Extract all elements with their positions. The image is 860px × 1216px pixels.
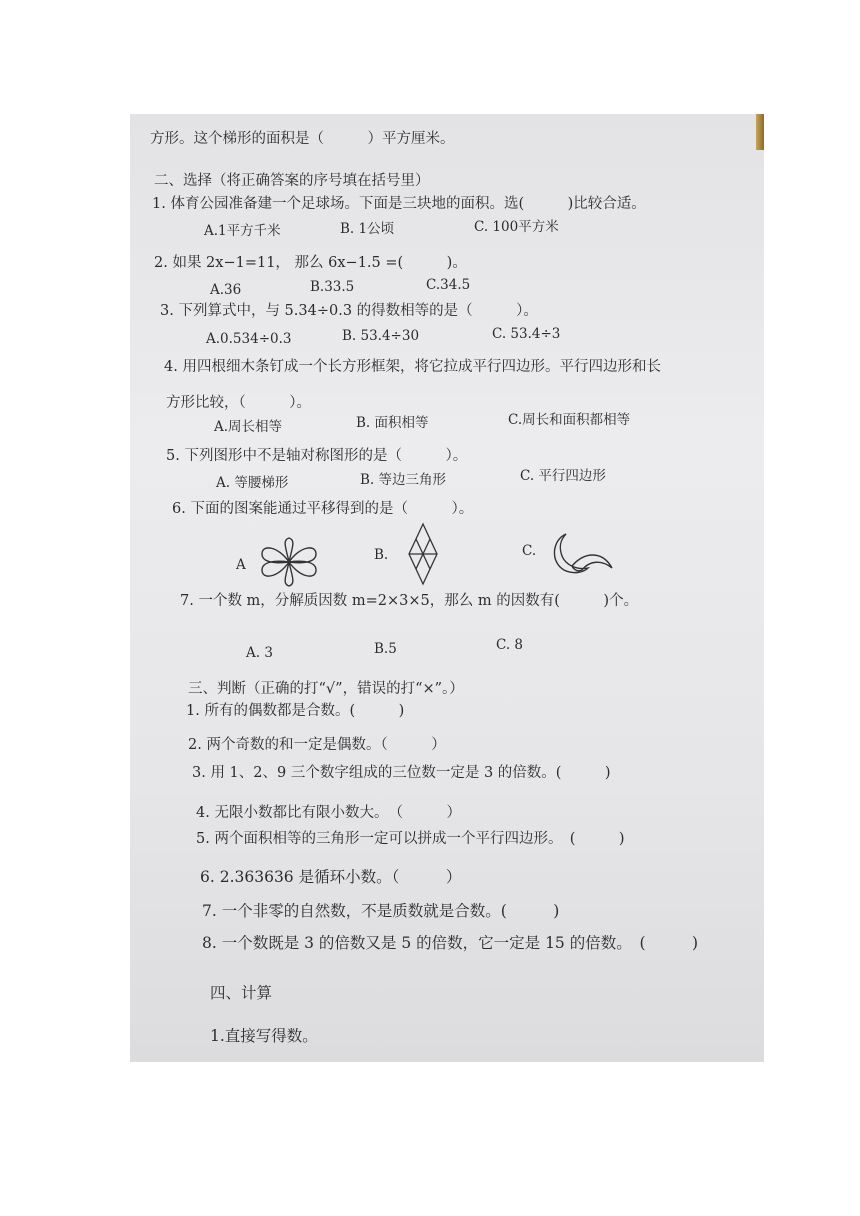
crescent-moons-figure [544,530,616,578]
judgment-item-2: 2. 两个奇数的和一定是偶数。（ ） [188,737,446,753]
question-1-option-a: A.1平方千米 [204,223,281,239]
question-2-option-a: A.36 [210,282,242,298]
question-4-option-b: B. 面积相等 [356,415,429,431]
question-3-stem: 3. 下列算式中，与 5.34÷0.3 的得数相等的是（ ）。 [160,303,538,319]
section-2-title: 二、选择（将正确答案的序号填在括号里） [154,173,430,189]
section-4-title: 四、计算 [210,984,273,1002]
question-1-stem: 1. 体育公园准备建一个足球场。下面是三块地的面积。选( )比较合适。 [152,196,646,212]
section-3-title: 三、判断（正确的打“√”，错误的打“×”。） [188,681,464,697]
judgment-item-6: 6. 2.363636 是循环小数。（ ） [200,868,462,886]
judgment-item-7: 7. 一个非零的自然数，不是质数就是合数。( ) [202,902,560,920]
question-4-stem-continued: 方形比较，（ ）。 [166,395,311,411]
four-leaf-clover-figure [256,534,322,590]
question-3-option-a: A.0.534÷0.3 [206,331,292,347]
question-7-option-a: A. 3 [246,645,273,661]
question-3-option-b: B. 53.4÷30 [342,328,420,344]
judgment-item-4: 4. 无限小数都比有限小数大。 （ ） [196,805,461,821]
question-7-stem: 7. 一个数 m，分解质因数 m=2×3×5，那么 m 的因数有( )个。 [180,593,639,609]
question-5-option-b: B. 等边三角形 [360,472,447,488]
question-5-option-a: A. 等腰梯形 [216,475,289,491]
question-4-option-a: A.周长相等 [214,419,283,435]
rhombus-pattern-figure [406,522,440,586]
question-6-option-a: A [236,557,246,573]
question-4-option-c: C.周长和面积都相等 [508,412,631,428]
fill-blank-line: 方形。这个梯形的面积是（ ）平方厘米。 [150,131,455,147]
judgment-item-1: 1. 所有的偶数都是合数。( ) [186,703,405,719]
question-7-option-b: B.5 [374,641,397,657]
question-2-stem: 2. 如果 2x−1=11， 那么 6x−1.5 =( )。 [154,255,467,271]
question-5-stem: 5. 下列图形中不是轴对称图形的是（ ）。 [166,448,468,464]
question-3-option-c: C. 53.4÷3 [492,326,561,342]
question-6-option-c: C. [522,543,537,559]
question-1-option-b: B. 1公顷 [340,221,395,237]
question-2-option-c: C.34.5 [426,277,471,293]
photo-edge [756,114,764,150]
document-photo [130,114,764,1062]
question-5-option-c: C. 平行四边形 [520,468,606,484]
question-6-stem: 6. 下面的图案能通过平移得到的是（ ）。 [172,501,474,517]
question-4-stem: 4. 用四根细木条钉成一个长方形框架，将它拉成平行四边形。平行四边形和长 [164,359,661,375]
section-4-subheading: 1.直接写得数。 [210,1027,318,1045]
judgment-item-8: 8. 一个数既是 3 的倍数又是 5 的倍数，它一定是 15 的倍数。 ( ) [202,934,699,952]
question-7-option-c: C. 8 [496,637,524,653]
question-6-option-b: B. [374,547,389,563]
question-1-option-c: C. 100平方米 [474,219,559,235]
question-2-option-b: B.33.5 [310,279,355,295]
judgment-item-3: 3. 用 1、2、9 三个数字组成的三位数一定是 3 的倍数。( ) [192,765,611,781]
judgment-item-5: 5. 两个面积相等的三角形一定可以拼成一个平行四边形。 ( ) [196,831,625,847]
